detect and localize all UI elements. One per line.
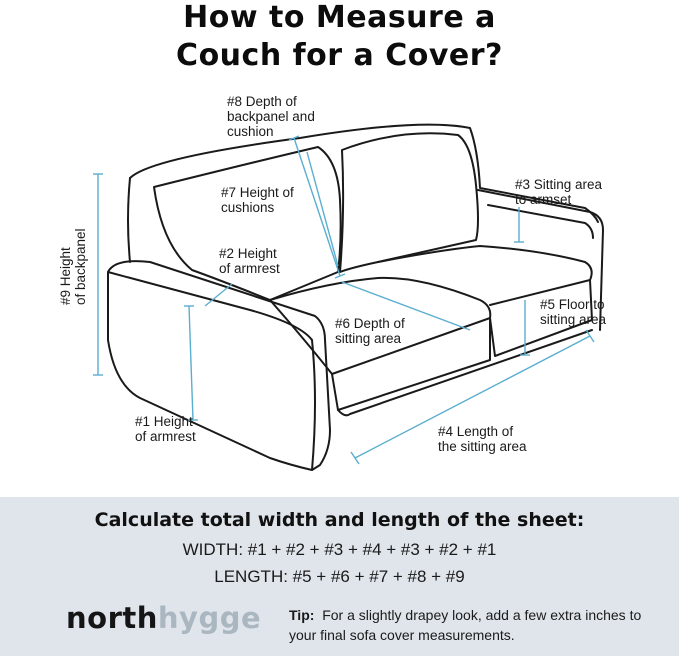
tip-label: Tip: <box>289 607 315 623</box>
measure-line-7 <box>307 152 338 266</box>
label-5: #5 Floor to sitting area <box>540 297 607 327</box>
brand-part-2: hygge <box>157 601 262 635</box>
brand-part-1: north <box>66 601 158 635</box>
label-1: #1 Height of armrest <box>135 414 196 444</box>
width-formula: WIDTH: #1 + #2 + #3 + #4 + #3 + #2 + #1 <box>182 540 497 559</box>
measure-line-2 <box>205 284 232 306</box>
title-line-2: Couch for a Cover? <box>176 38 503 73</box>
measure-line-1 <box>189 306 193 420</box>
label-3: #3 Sitting area to armset <box>515 177 603 207</box>
label-6: #6 Depth of sitting area <box>335 316 405 346</box>
measure-line-8 <box>294 138 340 276</box>
calculation-panel <box>0 497 679 656</box>
tip-text <box>289 605 649 645</box>
label-7: #7 Height of cushions <box>221 185 294 215</box>
brand-logo <box>66 601 261 635</box>
label-2: #2 Height of armrest <box>219 246 280 276</box>
label-4: #4 Length of the sitting area <box>438 424 527 454</box>
calculation-heading: Calculate total width and length of the sheet: <box>94 509 585 531</box>
length-formula: LENGTH: #5 + #6 + #7 + #8 + #9 <box>214 567 465 586</box>
label-8: #8 Depth of backpanel and cushion <box>227 94 315 139</box>
label-9: #9 Height of backpanel <box>58 228 88 305</box>
title-line-1: How to Measure a <box>183 0 496 35</box>
tip-body: For a slightly drapey look, add a few extra inches to your final sofa cover measurements. <box>289 607 642 643</box>
